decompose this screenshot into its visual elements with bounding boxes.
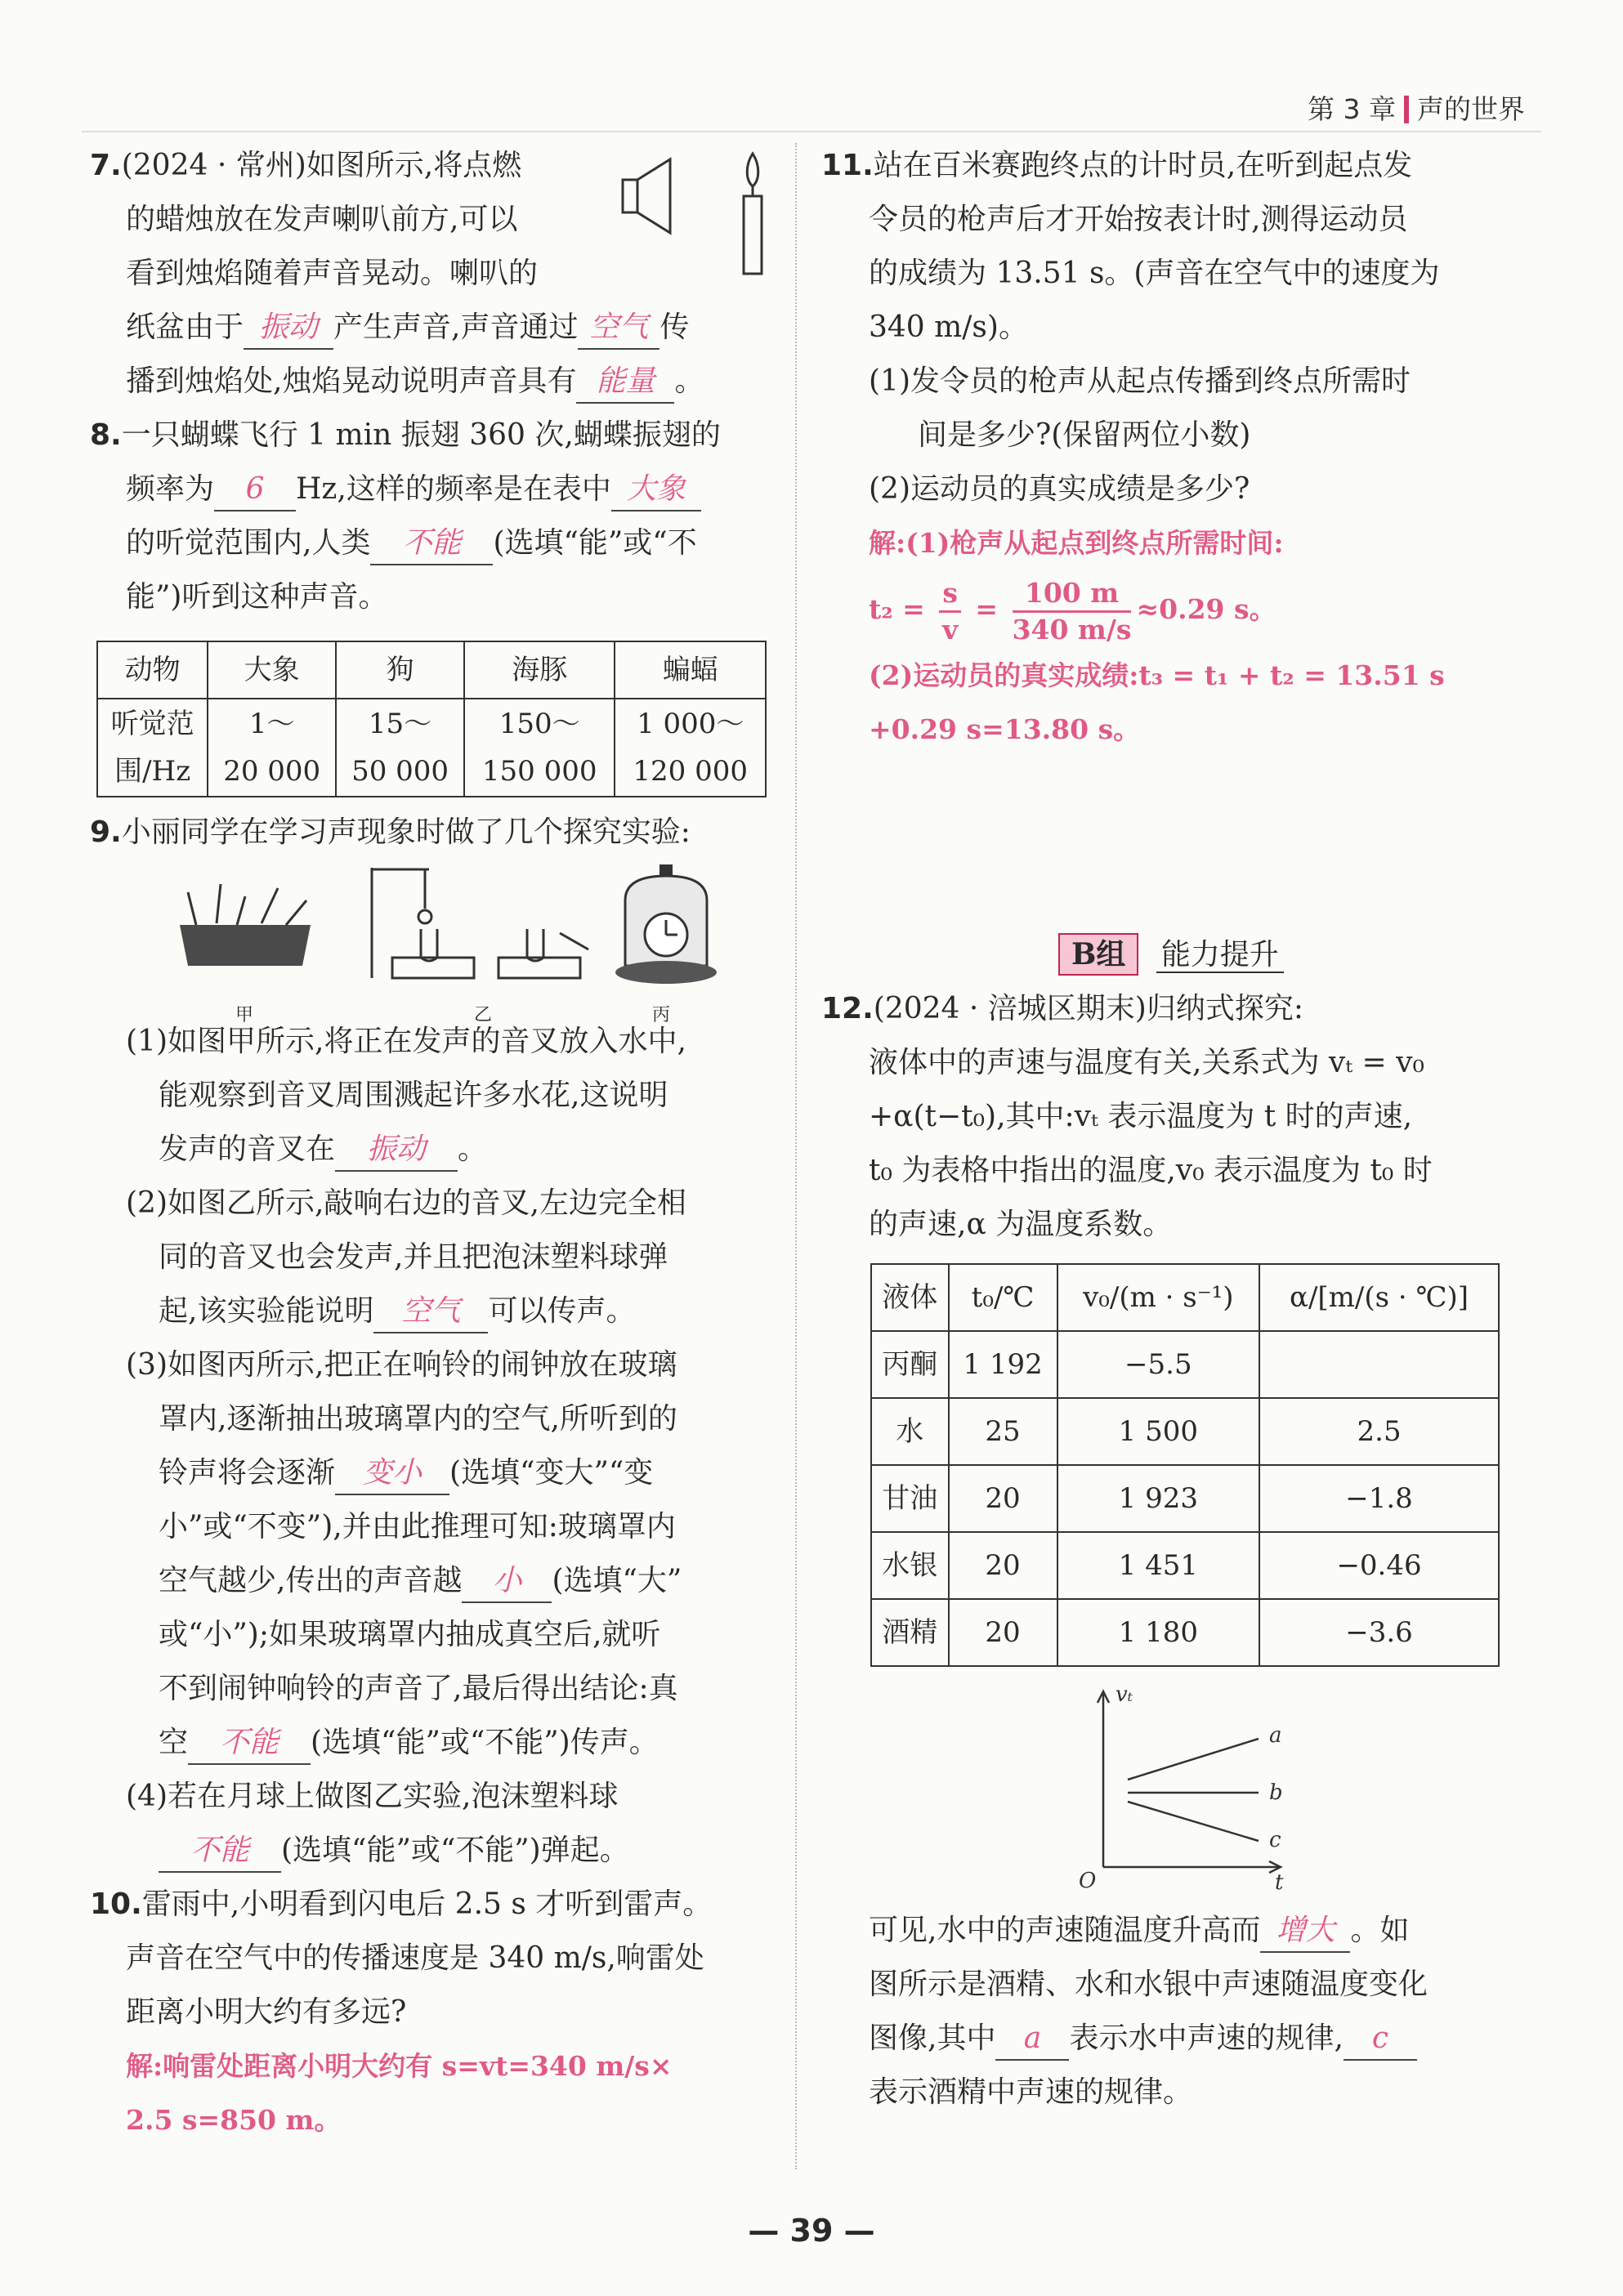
- q7-line: (2024 · 常州)如图所示,将点燃: [121, 149, 522, 182]
- question-8: [90, 409, 776, 797]
- table-cell: [208, 699, 336, 797]
- speaker-icon: [623, 159, 670, 233]
- question-9: [90, 806, 776, 1878]
- range-high: 50 000: [351, 755, 449, 788]
- q9-p3-line: 罩内,逐渐抽出玻璃罩内的空气,所听到的: [159, 1402, 677, 1436]
- hearing-range-table: [96, 641, 767, 797]
- numerator: s: [939, 576, 961, 613]
- table-cell: 水银: [871, 1532, 949, 1599]
- q9-p4-line: (4)若在月球上做图乙实验,泡沫塑料球: [126, 1780, 619, 1813]
- denominator: v: [942, 613, 959, 645]
- q10-line: 声音在空气中的传播速度是 340 m/s,响雷处: [126, 1941, 704, 1975]
- formula-part: t₂ =: [869, 593, 935, 625]
- q11-p2-line: (2)运动员的真实成绩是多少?: [869, 472, 1250, 506]
- speed-temperature-graph: [821, 1683, 1516, 1896]
- figure-label-jia: 甲: [235, 1005, 254, 1025]
- table-cell: 2.5: [1259, 1398, 1499, 1465]
- range-high: 20 000: [223, 755, 321, 788]
- q8-line: 一只蝴蝶飞行 1 min 振翅 360 次,蝴蝶振翅的: [121, 418, 721, 452]
- q11-line: 站在百米赛跑终点的计时员,在听到起点发: [873, 149, 1413, 182]
- q7-answer-3: 能量: [576, 361, 674, 404]
- table-cell: 海豚: [464, 641, 615, 699]
- q8-text: 的听觉范围内,人类: [126, 526, 371, 560]
- table-cell: [615, 699, 766, 797]
- q11-number: 11.: [821, 149, 874, 182]
- table-cell: −1.8: [1259, 1465, 1499, 1532]
- q7-line: 的蜡烛放在发声喇叭前方,可以: [126, 203, 518, 236]
- q12-line: (2024 · 涪城区期末)归纳式探究:: [873, 992, 1303, 1025]
- q8-number: 8.: [90, 418, 122, 452]
- line-label-b: b: [1269, 1780, 1283, 1805]
- q9-text: (选填“能”或“不能”)弹起。: [281, 1834, 629, 1867]
- q9-answer-3: 变小: [335, 1453, 449, 1495]
- header-bar: [1404, 96, 1409, 123]
- q9-p3-line: 不到闹钟响铃的声音了,最后得出结论:真: [159, 1672, 678, 1705]
- table-row: [871, 1532, 1499, 1599]
- table-cell: 大象: [208, 641, 336, 699]
- q12-answer-1: 增大: [1260, 1910, 1350, 1953]
- table-row: [871, 1398, 1499, 1465]
- figure-label-bing: 丙: [652, 1005, 671, 1025]
- table-cell: 1 192: [949, 1331, 1057, 1398]
- right-column: [821, 139, 1516, 2120]
- table-header-row: [871, 1264, 1499, 1331]
- q11-solution: (2)运动员的真实成绩:t₃ = t₁ + t₂ = 13.51 s: [869, 659, 1445, 691]
- q9-text: 空: [159, 1726, 189, 1759]
- line-label-c: c: [1269, 1828, 1281, 1852]
- row-label: 听觉范: [110, 708, 194, 740]
- q11-line: 令员的枪声后才开始按表计时,测得运动员: [869, 203, 1408, 236]
- q8-answer-2: 大象: [611, 469, 701, 511]
- q9-text: 发声的音叉在: [159, 1132, 336, 1166]
- q9-text: 铃声将会逐渐: [159, 1456, 336, 1490]
- q12-text: 。如: [1350, 1914, 1410, 1947]
- table-header-row: [97, 641, 766, 699]
- table-cell: v₀/(m · s⁻¹): [1057, 1264, 1260, 1331]
- tuning-fork-water-figure: [172, 876, 319, 982]
- q12-line: 图所示是酒精、水和水银中声速随温度变化: [869, 1968, 1429, 2001]
- row-label: 围/Hz: [114, 755, 191, 788]
- q8-answer-3: 不能: [370, 523, 493, 565]
- table-cell: 25: [949, 1398, 1057, 1465]
- q8-text: (选填“能”或“不: [493, 526, 697, 560]
- q12-text: 表示酒精中声速的规律。: [869, 2075, 1193, 2109]
- q9-text: (选填“大”: [552, 1564, 682, 1597]
- q7-number: 7.: [90, 149, 122, 182]
- range-low: 15～: [368, 708, 432, 740]
- q9-p3-line: 小”或“不变”),并由此推理可知:玻璃罩内: [159, 1510, 676, 1543]
- table-cell: [97, 699, 208, 797]
- two-tuning-forks-figure: [360, 860, 597, 982]
- q9-answer-1: 振动: [335, 1129, 458, 1172]
- table-cell: 蝙蝠: [615, 641, 766, 699]
- q12-answer-3: c: [1344, 2018, 1417, 2061]
- origin-label: O: [1079, 1869, 1097, 1893]
- q12-text: 图像,其中: [869, 2021, 996, 2055]
- sound-speed-table: [870, 1263, 1500, 1667]
- q8-text: Hz,这样的频率是在表中: [296, 472, 611, 506]
- q9-intro: 小丽同学在学习声现象时做了几个探究实验:: [121, 815, 691, 849]
- q12-line: 的声速,α 为温度系数。: [869, 1208, 1173, 1241]
- table-cell: t₀/℃: [949, 1264, 1057, 1331]
- q11-solution: +0.29 s=13.80 s。: [869, 713, 1141, 745]
- q7-text: 。: [674, 364, 704, 398]
- table-cell: −3.6: [1259, 1599, 1499, 1666]
- q8-line: 能”)听到这种声音。: [126, 580, 388, 614]
- q10-line: 距离小明大约有多远?: [126, 1995, 407, 2029]
- q7-text: 产生声音,声音通过: [333, 310, 579, 344]
- table-cell: 酒精: [871, 1599, 949, 1666]
- q12-line: +α(t−t₀),其中:vₜ 表示温度为 t 时的声速,: [869, 1100, 1413, 1133]
- numerator: 100 m: [1013, 576, 1132, 613]
- table-cell: 动物: [97, 641, 208, 699]
- q9-answer-2: 空气: [373, 1291, 488, 1333]
- question-11: [821, 139, 1516, 757]
- page-number: — 39 —: [748, 2213, 875, 2249]
- speaker-candle-figure: [613, 147, 785, 278]
- table-cell: α/[m/(s · ℃)]: [1259, 1264, 1499, 1331]
- q9-p3-line: 或“小”);如果玻璃罩内抽成真空后,就听: [159, 1618, 661, 1651]
- group-b-badge: B组: [1058, 933, 1138, 976]
- graph-line-a: [1128, 1739, 1259, 1780]
- table-cell: 狗: [336, 641, 464, 699]
- y-axis-label: vₜ: [1116, 1683, 1133, 1707]
- table-cell: [336, 699, 464, 797]
- q10-solution: 2.5 s=850 m。: [126, 2104, 342, 2136]
- table-cell: 甘油: [871, 1465, 949, 1532]
- q10-solution: 解:响雷处距离小明大约有 s=vt=340 m/s×: [126, 2050, 673, 2082]
- graph-line-c: [1128, 1802, 1259, 1841]
- spacer: [821, 757, 1516, 904]
- q9-p1-line: (1)如图甲所示,将正在发声的音叉放入水中,: [126, 1025, 686, 1058]
- table-cell: 20: [949, 1599, 1057, 1666]
- table-cell: [1259, 1331, 1499, 1398]
- range-high: 150 000: [481, 755, 597, 788]
- q9-text: 空气越少,传出的声音越: [159, 1564, 463, 1597]
- table-cell: −0.46: [1259, 1532, 1499, 1599]
- table-cell: 1 451: [1057, 1532, 1260, 1599]
- q8-text: 频率为: [126, 472, 215, 506]
- q8-answer-1: 6: [214, 469, 296, 511]
- experiment-figures: [90, 860, 776, 1025]
- denominator: 340 m/s: [1012, 613, 1132, 645]
- q9-p1-line: 能观察到音叉周围溅起许多水花,这说明: [159, 1079, 668, 1112]
- q9-p3-line: (3)如图丙所示,把正在响铃的闹钟放在玻璃: [126, 1348, 677, 1382]
- bell-jar-clock-figure: [609, 860, 723, 990]
- question-7: [90, 139, 776, 409]
- range-low: 150～: [499, 708, 580, 740]
- q11-p1-line: (1)发令员的枪声从起点传播到终点所需时: [869, 364, 1411, 398]
- table-row: [871, 1331, 1499, 1398]
- q9-answer-5: 不能: [188, 1722, 311, 1765]
- header-rule: [82, 131, 1541, 132]
- q9-answer-4: 小: [462, 1561, 552, 1603]
- line-label-a: a: [1269, 1723, 1282, 1748]
- chapter-title: 声的世界: [1417, 93, 1525, 125]
- fraction-s-over-v: [939, 576, 961, 647]
- group-b-banner: [1058, 928, 1516, 982]
- q9-text: 。: [458, 1132, 488, 1166]
- page-header: [1308, 88, 1525, 127]
- q12-answer-2: a: [995, 2018, 1069, 2061]
- q7-text: 纸盆由于: [126, 310, 244, 344]
- q10-line: 雷雨中,小明看到闪电后 2.5 s 才听到雷声。: [141, 1887, 713, 1921]
- table-cell: −5.5: [1057, 1331, 1260, 1398]
- q9-p2-line: (2)如图乙所示,敲响右边的音叉,左边完全相: [126, 1186, 686, 1220]
- q12-line: 液体中的声速与温度有关,关系式为 vₜ = v₀: [869, 1046, 1424, 1079]
- formula-part: ≈0.29 s。: [1136, 593, 1276, 625]
- range-high: 120 000: [633, 755, 749, 788]
- table-row: [871, 1599, 1499, 1666]
- q9-answer-6: 不能: [159, 1830, 281, 1873]
- figure-label-yi: 乙: [474, 1005, 493, 1025]
- table-row: [97, 699, 766, 797]
- q7-text: 播到烛焰处,烛焰晃动说明声音具有: [126, 364, 577, 398]
- q11-solution-formula: [821, 570, 1516, 649]
- table-row: [871, 1465, 1499, 1532]
- table-cell: 水: [871, 1398, 949, 1465]
- table-cell: 液体: [871, 1264, 949, 1331]
- question-12: [821, 982, 1516, 2120]
- q12-text: 可见,水中的声速随温度升高而: [869, 1914, 1261, 1947]
- q12-number: 12.: [821, 992, 874, 1025]
- table-cell: [464, 699, 615, 797]
- q9-text: (选填“能”或“不能”)传声。: [311, 1726, 659, 1759]
- fraction-values: [1013, 576, 1132, 647]
- q7-text: 传: [659, 310, 690, 344]
- q10-number: 10.: [90, 1887, 142, 1921]
- left-column: [90, 139, 776, 2147]
- column-divider: [795, 143, 797, 2169]
- range-low: 1 000～: [637, 708, 744, 740]
- q11-line: 340 m/s)。: [869, 310, 1028, 344]
- q7-line: 看到烛焰随着声音晃动。喇叭的: [126, 257, 539, 290]
- range-low: 1～: [248, 708, 295, 740]
- table-cell: 20: [949, 1465, 1057, 1532]
- table-cell: 丙酮: [871, 1331, 949, 1398]
- q7-answer-2: 空气: [578, 307, 659, 350]
- formula-part: =: [965, 593, 1008, 625]
- q9-text: 起,该实验能说明: [159, 1294, 374, 1328]
- q11-line: 的成绩为 13.51 s。(声音在空气中的速度为: [869, 257, 1440, 290]
- q11-p1-line: 间是多少?(保留两位小数): [918, 418, 1251, 452]
- q12-text: 表示水中声速的规律,: [1069, 2021, 1344, 2055]
- table-cell: 1 180: [1057, 1599, 1260, 1666]
- q12-line: t₀ 为表格中指出的温度,v₀ 表示温度为 t₀ 时: [869, 1154, 1433, 1187]
- q9-number: 9.: [90, 815, 122, 849]
- table-cell: 1 500: [1057, 1398, 1260, 1465]
- candle-icon: [744, 154, 762, 274]
- table-cell: 20: [949, 1532, 1057, 1599]
- q9-text: (选填“变大”“变: [449, 1456, 654, 1490]
- q9-text: 可以传声。: [488, 1294, 636, 1328]
- q9-p2-line: 同的音叉也会发声,并且把泡沫塑料球弹: [159, 1240, 668, 1274]
- table-cell: 1 923: [1057, 1465, 1260, 1532]
- q11-solution: 解:(1)枪声从起点到终点所需时间:: [869, 527, 1284, 559]
- q7-answer-1: 振动: [244, 307, 333, 350]
- x-axis-label: t: [1275, 1870, 1284, 1895]
- group-b-label: 能力提升: [1156, 938, 1284, 973]
- question-10: [90, 1878, 776, 2147]
- chapter-label: 第 3 章: [1308, 93, 1396, 125]
